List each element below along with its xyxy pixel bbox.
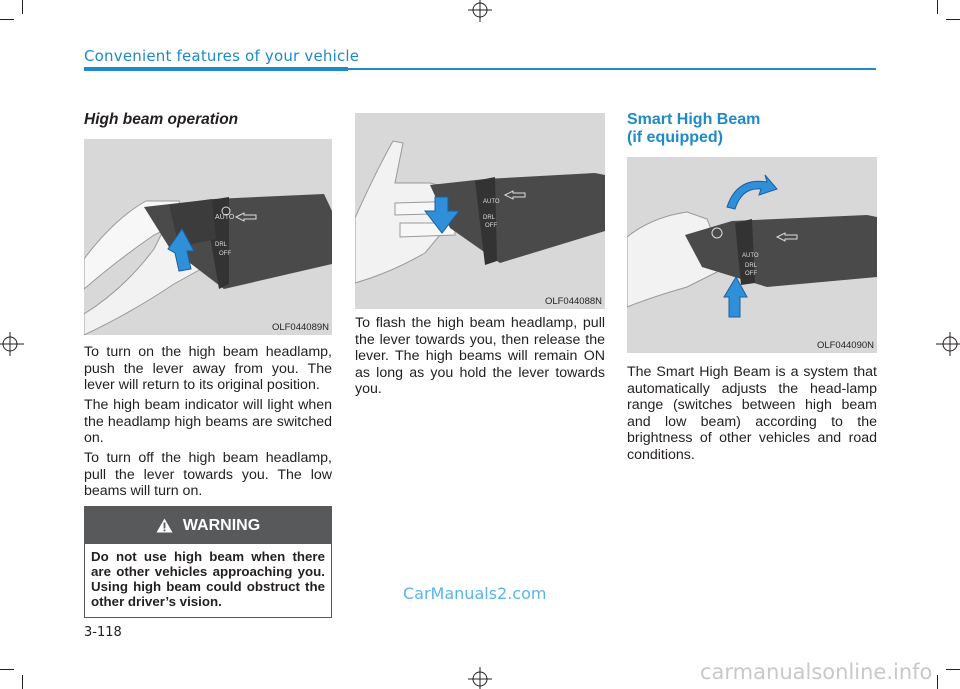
crop-mark bbox=[946, 669, 960, 670]
lever-label-drl: DRL bbox=[745, 263, 758, 269]
warning-text: Do not use high beam when there are other vehicles approaching you. Using high beam could obstruct the other driver’s vision. bbox=[91, 549, 325, 609]
figure-code: OLF044089N bbox=[271, 322, 329, 333]
figure-code: OLF044090N bbox=[816, 340, 874, 351]
crop-mark bbox=[22, 675, 23, 689]
figure-code: OLF044088N bbox=[544, 296, 602, 307]
rotate-arrow-icon bbox=[727, 175, 777, 209]
registration-mark bbox=[936, 330, 960, 358]
lever-label-off: OFF bbox=[745, 271, 757, 277]
lever-label-auto: AUTO bbox=[215, 214, 235, 221]
warning-box bbox=[84, 506, 332, 618]
paragraph: The high beam indicator will light when the headlamp high beams are switched on. bbox=[84, 397, 332, 446]
figure-flash-lever bbox=[355, 113, 605, 309]
crop-mark bbox=[22, 0, 23, 14]
header-rule bbox=[348, 68, 876, 70]
page-number: 3-118 bbox=[84, 625, 122, 640]
warning-header bbox=[85, 507, 331, 544]
lever-label-off: OFF bbox=[219, 251, 231, 257]
lever-label-drl: DRL bbox=[483, 215, 496, 221]
paragraph: To turn on the high beam headlamp, push the lever away from you. The lever will return to its original position. bbox=[84, 344, 332, 393]
figure-push-lever bbox=[84, 139, 332, 335]
crop-mark bbox=[0, 19, 14, 20]
lever-label-drl: DRL bbox=[215, 242, 228, 248]
smart-high-beam-heading bbox=[627, 111, 760, 147]
registration-mark bbox=[0, 330, 24, 358]
lever-label-off: OFF bbox=[485, 223, 497, 229]
heading-line: (if equipped) bbox=[627, 129, 723, 146]
lever-label-auto: AUTO bbox=[742, 253, 759, 259]
paragraph: To flash the high beam headlamp, pull the lever towards you, then release the lever. The high beams will remain ON as long as you hold the lever towards you. bbox=[355, 315, 605, 397]
footer-watermark: carmanualsonline.info bbox=[700, 660, 933, 684]
crop-mark bbox=[937, 0, 938, 14]
section-title: Convenient features of your vehicle bbox=[84, 47, 360, 65]
crop-mark bbox=[937, 675, 938, 689]
registration-mark bbox=[466, 667, 494, 689]
lever-label-auto: AUTO bbox=[483, 199, 500, 205]
header-rule bbox=[84, 67, 348, 71]
crop-mark bbox=[0, 669, 14, 670]
warning-title: WARNING bbox=[182, 516, 261, 534]
heading-line: Smart High Beam bbox=[627, 111, 761, 128]
watermark-link[interactable]: CarManuals2.com bbox=[403, 584, 547, 603]
crop-mark bbox=[946, 19, 960, 20]
paragraph: To turn off the high beam headlamp, pull the lever towards you. The low beams will turn on. bbox=[84, 450, 332, 499]
registration-mark bbox=[466, 0, 494, 22]
warning-triangle-icon bbox=[156, 518, 173, 533]
paragraph: The Smart High Beam is a system that automatically adjusts the head-lamp range (switches between high beam and low beam) according to the brightness of other vehicles and road conditions. bbox=[627, 364, 877, 463]
high-beam-heading: High beam operation bbox=[84, 111, 239, 128]
figure-smart-high-beam bbox=[627, 157, 877, 353]
